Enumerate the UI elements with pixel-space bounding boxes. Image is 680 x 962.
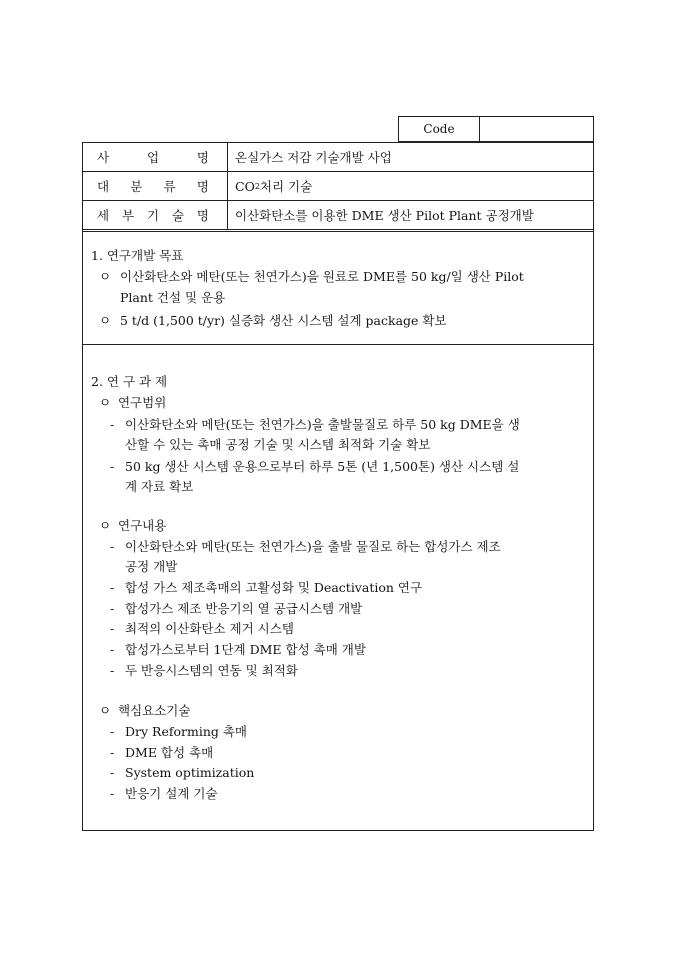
label-char: 분 xyxy=(130,179,143,194)
scope-title: 연구범위 xyxy=(118,395,167,410)
content-f: 두 반응시스템의 연동 및 최적화 xyxy=(125,663,298,678)
label-char: 대 xyxy=(97,179,110,194)
dash: - xyxy=(110,539,115,554)
detail-tech-label xyxy=(83,201,228,229)
core-d: 반응기 설계 기술 xyxy=(125,786,218,801)
category-value xyxy=(228,172,593,200)
core-a: Dry Reforming 촉매 xyxy=(125,724,247,739)
project-name-value: 온실가스 저감 기술개발 사업 xyxy=(235,150,392,165)
goal-heading: 1. 연구개발 목표 xyxy=(91,248,184,263)
core-c: System optimization xyxy=(125,765,255,780)
label-char: 류 xyxy=(163,179,176,194)
task-heading: 2. 연 구 과 제 xyxy=(91,374,168,389)
core-title: 핵심요소기술 xyxy=(118,703,191,718)
scope-b-line-2: 계 자료 확보 xyxy=(125,479,194,494)
label-char: 명 xyxy=(196,179,209,194)
dash: - xyxy=(110,642,115,657)
bullet: ㅇ xyxy=(99,313,112,328)
goal-item-2: 5 t/d (1,500 t/yr) 실증화 생산 시스템 설계 package 확보 xyxy=(120,313,447,328)
dash: - xyxy=(110,724,115,739)
code-value xyxy=(480,117,593,141)
content-b: 합성 가스 제조촉매의 고활성화 및 Deactivation 연구 xyxy=(125,580,423,595)
dash: - xyxy=(110,621,115,636)
bullet: ㅇ xyxy=(99,395,112,410)
bullet: ㅇ xyxy=(99,518,112,533)
category-label xyxy=(83,172,228,200)
core-b: DME 합성 촉매 xyxy=(125,745,214,760)
project-info-table xyxy=(82,142,594,232)
label-char: 세 xyxy=(97,208,110,223)
bullet: ㅇ xyxy=(99,269,112,284)
research-goal-section xyxy=(82,232,594,345)
label-char: 명 xyxy=(196,208,209,223)
dash: - xyxy=(110,663,115,678)
content-e: 합성가스로부터 1단계 DME 합성 촉매 개발 xyxy=(125,642,366,657)
content-title: 연구내용 xyxy=(118,518,167,533)
scope-a-line-2: 산할 수 있는 촉매 공정 기술 및 시스템 최적화 기술 확보 xyxy=(125,437,431,452)
co2-prefix: CO xyxy=(235,178,255,194)
scope-b-line-1: 50 kg 생산 시스템 운용으로부터 하루 5톤 (년 1,500톤) 생산 시스템 설 xyxy=(125,459,520,474)
content-a-line-2: 공정 개발 xyxy=(125,559,178,574)
label-char: 기 xyxy=(146,208,160,223)
label-char: 명 xyxy=(196,150,209,165)
detail-tech-row xyxy=(83,201,593,232)
label-char: 부 xyxy=(121,208,135,223)
project-name-row xyxy=(83,143,593,172)
content-c: 합성가스 제조 반응기의 열 공급시스템 개발 xyxy=(125,601,363,616)
code-label: Code xyxy=(399,117,480,141)
co2-subscript: 2 xyxy=(254,181,260,191)
detail-tech-value: 이산화탄소를 이용한 DME 생산 Pilot Plant 공정개발 xyxy=(235,208,534,223)
dash: - xyxy=(110,786,115,801)
dash: - xyxy=(110,745,115,760)
category-row xyxy=(83,172,593,201)
content-a-line-1: 이산화탄소와 메탄(또는 천연가스)을 출발 물질로 하는 합성가스 제조 xyxy=(125,539,501,554)
dash: - xyxy=(110,459,115,474)
scope-a-line-1: 이산화탄소와 메탄(또는 천연가스)을 출발물질로 하루 50 kg DME을 생 xyxy=(125,417,520,432)
category-suffix: 처리 기술 xyxy=(259,179,313,194)
dash: - xyxy=(110,417,115,432)
dash: - xyxy=(110,580,115,595)
label-char: 업 xyxy=(146,150,160,165)
goal-item-1-line-2: Plant 건설 및 운용 xyxy=(120,290,226,305)
bullet: ㅇ xyxy=(99,703,112,718)
content-d: 최적의 이산화탄소 제거 시스템 xyxy=(125,621,294,636)
research-task-section xyxy=(82,345,594,831)
label-char: 술 xyxy=(171,208,184,223)
code-box xyxy=(398,116,594,142)
dash: - xyxy=(110,601,115,616)
project-name-label xyxy=(83,143,228,171)
dash: - xyxy=(110,765,115,780)
goal-item-1-line-1: 이산화탄소와 메탄(또는 천연가스)을 원료로 DME를 50 kg/일 생산 Pilot xyxy=(120,269,524,284)
label-char: 사 xyxy=(97,150,110,165)
